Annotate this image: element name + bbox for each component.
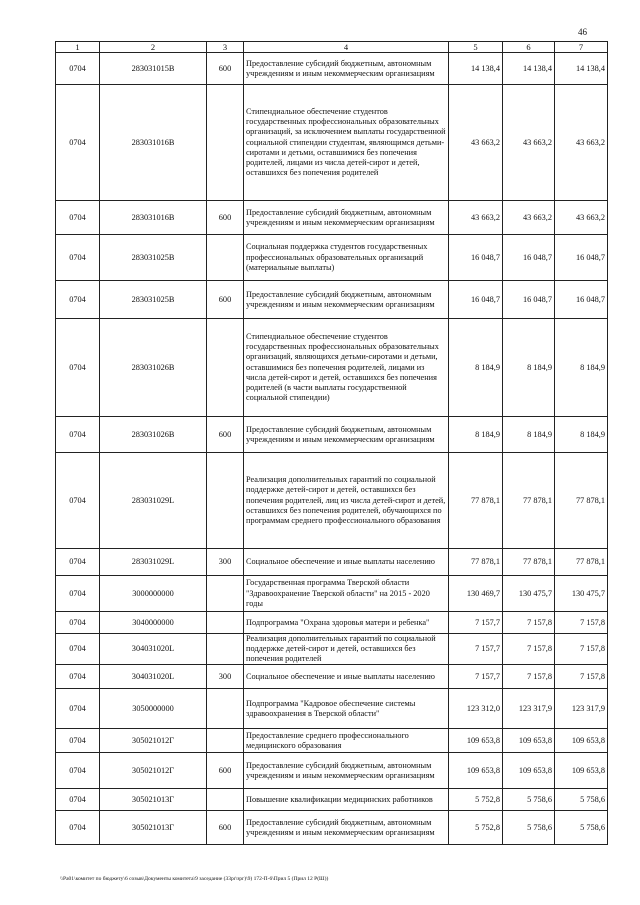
amount-cell: 77 878,1 bbox=[449, 453, 503, 549]
expense-kind-cell bbox=[207, 689, 244, 729]
section-code-cell: 0704 bbox=[56, 576, 100, 612]
section-code-cell: 0704 bbox=[56, 549, 100, 576]
column-header: 2 bbox=[100, 42, 207, 53]
amount-cell: 8 184,9 bbox=[555, 417, 608, 453]
expense-kind-cell: 600 bbox=[207, 281, 244, 319]
amount-cell: 5 758,6 bbox=[555, 811, 608, 845]
amount-cell: 7 157,8 bbox=[555, 612, 608, 634]
column-header: 6 bbox=[503, 42, 555, 53]
item-name-cell: Предоставление среднего профессионального медицинского образования bbox=[244, 729, 449, 753]
target-article-cell: 283031026B bbox=[100, 319, 207, 417]
table-row bbox=[56, 689, 608, 729]
item-name-cell: Стипендиальное обеспечение студентов государственных профессиональных образовательных организаций, являющихся детьми-сиротами и детьми, оставшимися без попечения родителей, лицами из числа детей-сирот и детей, оставшихся без попечения родителей (в части выплаты государственной социальной стипендии) bbox=[244, 319, 449, 417]
expense-kind-cell: 300 bbox=[207, 665, 244, 689]
amount-cell: 7 157,7 bbox=[449, 612, 503, 634]
amount-cell: 7 157,8 bbox=[503, 612, 555, 634]
table-row bbox=[56, 281, 608, 319]
amount-cell: 8 184,9 bbox=[503, 319, 555, 417]
amount-cell: 14 138,4 bbox=[449, 53, 503, 85]
amount-cell: 43 663,2 bbox=[555, 201, 608, 235]
target-article-cell: 283031015B bbox=[100, 53, 207, 85]
target-article-cell: 283031025B bbox=[100, 281, 207, 319]
amount-cell: 109 653,8 bbox=[449, 753, 503, 789]
amount-cell: 8 184,9 bbox=[555, 319, 608, 417]
page-number: 46 bbox=[578, 27, 587, 37]
section-code-cell: 0704 bbox=[56, 319, 100, 417]
target-article-cell: 305021012Г bbox=[100, 753, 207, 789]
target-article-cell: 283031029L bbox=[100, 453, 207, 549]
column-header: 7 bbox=[555, 42, 608, 53]
target-article-cell: 3050000000 bbox=[100, 689, 207, 729]
table-row bbox=[56, 417, 608, 453]
target-article-cell: 283031026B bbox=[100, 417, 207, 453]
amount-cell: 5 758,6 bbox=[555, 789, 608, 811]
item-name-cell: Реализация дополнительных гарантий по социальной поддержке детей-сирот и детей, оставшихся без попечения родителей, лиц из числа детей-сирот и детей, оставшихся без попечения родителей, обучающихся по программам среднего профессионального образования bbox=[244, 453, 449, 549]
footer-file-path: \\Pa01\комитет по бюджету\6 созыв\Документы комитета\9 заседание (33pr\зрг)\9) 172-П-6\Прил 5 (Прил 12 Р(Ш)) bbox=[60, 876, 329, 882]
amount-cell: 77 878,1 bbox=[449, 549, 503, 576]
table-row bbox=[56, 811, 608, 845]
amount-cell: 16 048,7 bbox=[503, 235, 555, 281]
amount-cell: 14 138,4 bbox=[503, 53, 555, 85]
amount-cell: 8 184,9 bbox=[449, 319, 503, 417]
section-code-cell: 0704 bbox=[56, 53, 100, 85]
target-article-cell: 304031020L bbox=[100, 665, 207, 689]
section-code-cell: 0704 bbox=[56, 665, 100, 689]
expense-kind-cell: 600 bbox=[207, 753, 244, 789]
amount-cell: 130 475,7 bbox=[503, 576, 555, 612]
amount-cell: 43 663,2 bbox=[503, 201, 555, 235]
item-name-cell: Государственная программа Тверской области "Здравоохранение Тверской области" на 2015 - 2020 годы bbox=[244, 576, 449, 612]
section-code-cell: 0704 bbox=[56, 417, 100, 453]
amount-cell: 7 157,8 bbox=[555, 634, 608, 665]
section-code-cell: 0704 bbox=[56, 811, 100, 845]
column-header: 5 bbox=[449, 42, 503, 53]
target-article-cell: 304031020L bbox=[100, 634, 207, 665]
amount-cell: 123 317,9 bbox=[555, 689, 608, 729]
amount-cell: 77 878,1 bbox=[555, 453, 608, 549]
table-row bbox=[56, 453, 608, 549]
target-article-cell: 3040000000 bbox=[100, 612, 207, 634]
amount-cell: 7 157,8 bbox=[503, 634, 555, 665]
item-name-cell: Предоставление субсидий бюджетным, автономным учреждениям и иным некоммерческим организациям bbox=[244, 281, 449, 319]
amount-cell: 130 469,7 bbox=[449, 576, 503, 612]
amount-cell: 5 752,8 bbox=[449, 789, 503, 811]
amount-cell: 109 653,8 bbox=[503, 753, 555, 789]
table-body bbox=[56, 53, 608, 845]
item-name-cell: Предоставление субсидий бюджетным, автономным учреждениям и иным некоммерческим организациям bbox=[244, 417, 449, 453]
amount-cell: 77 878,1 bbox=[503, 453, 555, 549]
amount-cell: 16 048,7 bbox=[449, 281, 503, 319]
expense-kind-cell bbox=[207, 235, 244, 281]
target-article-cell: 305021013Г bbox=[100, 789, 207, 811]
amount-cell: 16 048,7 bbox=[555, 235, 608, 281]
expense-kind-cell bbox=[207, 789, 244, 811]
section-code-cell: 0704 bbox=[56, 689, 100, 729]
amount-cell: 5 758,6 bbox=[503, 789, 555, 811]
amount-cell: 123 312,0 bbox=[449, 689, 503, 729]
item-name-cell: Стипендиальное обеспечение студентов государственных профессиональных образовательных организаций, за исключением выплаты государственной социальной стипендии студентам, являющимся детьми-сиротами и детьми, оставшимися без попечения родителей, лицами из числа детей-сирот и детей, оставшихся без попечения родителей bbox=[244, 85, 449, 201]
expense-kind-cell bbox=[207, 576, 244, 612]
amount-cell: 109 653,8 bbox=[555, 753, 608, 789]
amount-cell: 109 653,8 bbox=[555, 729, 608, 753]
target-article-cell: 283031025B bbox=[100, 235, 207, 281]
item-name-cell: Предоставление субсидий бюджетным, автономным учреждениям и иным некоммерческим организациям bbox=[244, 201, 449, 235]
amount-cell: 16 048,7 bbox=[503, 281, 555, 319]
table-header-row bbox=[56, 42, 608, 53]
amount-cell: 8 184,9 bbox=[449, 417, 503, 453]
item-name-cell: Социальная поддержка студентов государственных профессиональных образовательных организаций (материальные выплаты) bbox=[244, 235, 449, 281]
amount-cell: 130 475,7 bbox=[555, 576, 608, 612]
amount-cell: 43 663,2 bbox=[449, 201, 503, 235]
amount-cell: 109 653,8 bbox=[503, 729, 555, 753]
section-code-cell: 0704 bbox=[56, 789, 100, 811]
section-code-cell: 0704 bbox=[56, 753, 100, 789]
item-name-cell: Социальное обеспечение и иные выплаты населению bbox=[244, 549, 449, 576]
amount-cell: 43 663,2 bbox=[555, 85, 608, 201]
item-name-cell: Подпрограмма "Охрана здоровья матери и ребенка" bbox=[244, 612, 449, 634]
target-article-cell: 283031029L bbox=[100, 549, 207, 576]
amount-cell: 7 157,7 bbox=[449, 634, 503, 665]
table-row bbox=[56, 729, 608, 753]
target-article-cell: 283031016B bbox=[100, 201, 207, 235]
amount-cell: 77 878,1 bbox=[503, 549, 555, 576]
section-code-cell: 0704 bbox=[56, 729, 100, 753]
section-code-cell: 0704 bbox=[56, 634, 100, 665]
item-name-cell: Подпрограмма "Кадровое обеспечение системы здравоохранения в Тверской области" bbox=[244, 689, 449, 729]
item-name-cell: Предоставление субсидий бюджетным, автономным учреждениям и иным некоммерческим организациям bbox=[244, 811, 449, 845]
table-row bbox=[56, 549, 608, 576]
table-row bbox=[56, 319, 608, 417]
expense-kind-cell: 600 bbox=[207, 811, 244, 845]
table-row bbox=[56, 85, 608, 201]
amount-cell: 43 663,2 bbox=[449, 85, 503, 201]
table-row bbox=[56, 665, 608, 689]
column-header: 1 bbox=[56, 42, 100, 53]
target-article-cell: 305021013Г bbox=[100, 811, 207, 845]
amount-cell: 7 157,7 bbox=[449, 665, 503, 689]
table-row bbox=[56, 53, 608, 85]
amount-cell: 5 758,6 bbox=[503, 811, 555, 845]
amount-cell: 16 048,7 bbox=[555, 281, 608, 319]
amount-cell: 77 878,1 bbox=[555, 549, 608, 576]
item-name-cell: Реализация дополнительных гарантий по социальной поддержке детей-сирот и детей, оставшихся без попечения родителей bbox=[244, 634, 449, 665]
section-code-cell: 0704 bbox=[56, 612, 100, 634]
expense-kind-cell: 600 bbox=[207, 201, 244, 235]
amount-cell: 7 157,8 bbox=[555, 665, 608, 689]
table-row bbox=[56, 576, 608, 612]
item-name-cell: Предоставление субсидий бюджетным, автономным учреждениям и иным некоммерческим организациям bbox=[244, 753, 449, 789]
section-code-cell: 0704 bbox=[56, 281, 100, 319]
expense-kind-cell bbox=[207, 453, 244, 549]
section-code-cell: 0704 bbox=[56, 201, 100, 235]
table-row bbox=[56, 634, 608, 665]
expense-kind-cell bbox=[207, 612, 244, 634]
amount-cell: 8 184,9 bbox=[503, 417, 555, 453]
budget-table bbox=[55, 41, 608, 845]
expense-kind-cell: 300 bbox=[207, 549, 244, 576]
column-header: 3 bbox=[207, 42, 244, 53]
target-article-cell: 283031016B bbox=[100, 85, 207, 201]
table-row bbox=[56, 201, 608, 235]
item-name-cell: Предоставление субсидий бюджетным, автономным учреждениям и иным некоммерческим организациям bbox=[244, 53, 449, 85]
expense-kind-cell bbox=[207, 634, 244, 665]
target-article-cell: 3000000000 bbox=[100, 576, 207, 612]
table-row bbox=[56, 789, 608, 811]
expense-kind-cell bbox=[207, 85, 244, 201]
table-row bbox=[56, 612, 608, 634]
column-header: 4 bbox=[244, 42, 449, 53]
amount-cell: 43 663,2 bbox=[503, 85, 555, 201]
section-code-cell: 0704 bbox=[56, 85, 100, 201]
target-article-cell: 305021012Г bbox=[100, 729, 207, 753]
item-name-cell: Повышение квалификации медицинских работников bbox=[244, 789, 449, 811]
amount-cell: 109 653,8 bbox=[449, 729, 503, 753]
amount-cell: 16 048,7 bbox=[449, 235, 503, 281]
expense-kind-cell bbox=[207, 729, 244, 753]
expense-kind-cell: 600 bbox=[207, 417, 244, 453]
table-row bbox=[56, 753, 608, 789]
expense-kind-cell: 600 bbox=[207, 53, 244, 85]
amount-cell: 123 317,9 bbox=[503, 689, 555, 729]
item-name-cell: Социальное обеспечение и иные выплаты населению bbox=[244, 665, 449, 689]
expense-kind-cell bbox=[207, 319, 244, 417]
amount-cell: 14 138,4 bbox=[555, 53, 608, 85]
section-code-cell: 0704 bbox=[56, 235, 100, 281]
amount-cell: 5 752,8 bbox=[449, 811, 503, 845]
amount-cell: 7 157,8 bbox=[503, 665, 555, 689]
table-row bbox=[56, 235, 608, 281]
section-code-cell: 0704 bbox=[56, 453, 100, 549]
